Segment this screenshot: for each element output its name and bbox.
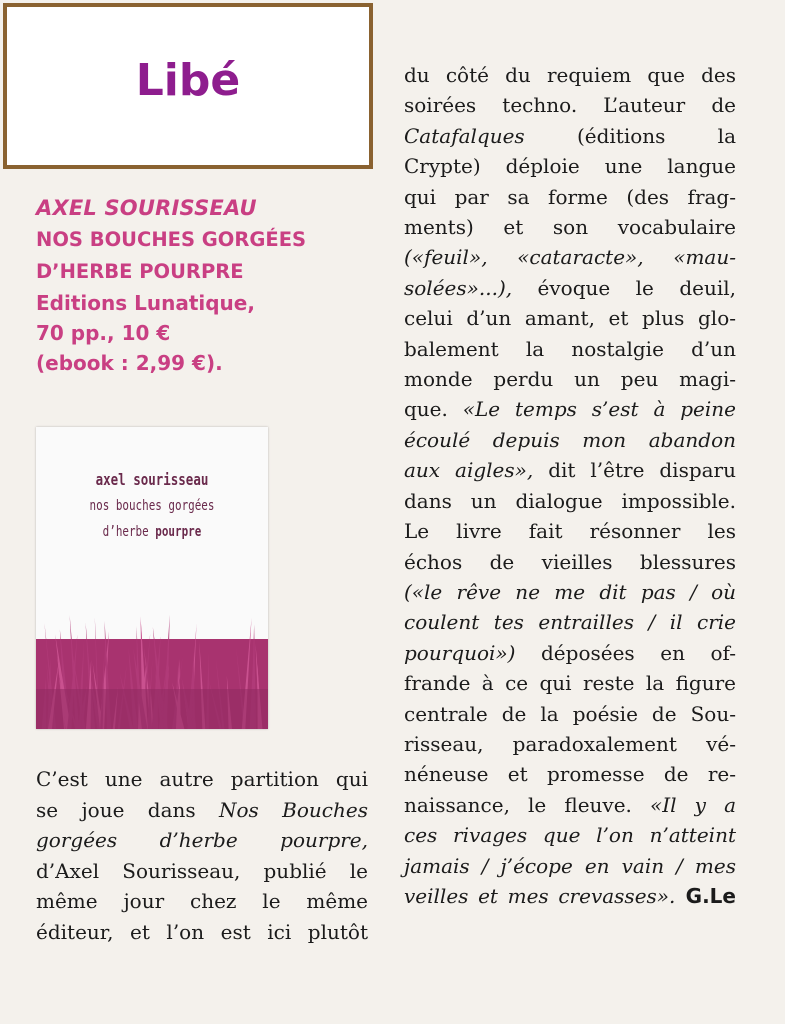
text-line: balement la nostalgie d’un — [404, 336, 736, 361]
text-line — [404, 242, 736, 272]
text-run-italic: Nos Bouches — [219, 797, 368, 822]
book-pages-price: 70 pp., 10 € — [36, 321, 171, 345]
text-run-italic: («feuil», «cataracte», «mau- — [404, 245, 736, 270]
text-run-italic: aux aigles», — [404, 458, 534, 483]
text-line: du côté du requiem que des — [404, 63, 736, 87]
text-line: d’Axel Sourisseau, publié le — [36, 858, 368, 883]
text-line — [404, 425, 736, 455]
text-run-italic: écoulé depuis mon abandon — [404, 427, 736, 452]
text-run: dit l’être disparu — [533, 458, 736, 483]
text-line: dans un dialogue impossible. — [404, 488, 736, 513]
text-run: que. — [404, 397, 463, 422]
text-run-italic: solées»...), — [404, 275, 513, 300]
label-box — [3, 3, 373, 169]
text-run: évoque le deuil, — [512, 275, 736, 300]
book-publisher: Editions Lunatique, — [36, 291, 255, 315]
author-signature: G.Le — [675, 883, 736, 908]
article-column-left — [36, 764, 368, 947]
cover-title-part: d’herbe — [102, 524, 156, 540]
cover-author: axel sourisseau — [95, 470, 209, 489]
label-title: Libé — [135, 55, 241, 106]
book-info — [36, 192, 376, 378]
text-line: Crypte) déploie une langue — [404, 154, 736, 179]
text-line: qui par sa forme (des frag- — [404, 184, 736, 209]
text-line — [404, 121, 736, 151]
text-line: centrale de la poésie de Sou- — [404, 701, 736, 726]
grass-illustration — [36, 579, 268, 729]
text-run: se joue dans — [36, 797, 220, 822]
book-title-line-2: D’HERBE POURPRE — [36, 260, 244, 283]
text-line: soirées techno. L’auteur de — [404, 93, 736, 118]
text-run-italic: («le rêve ne me dit pas / où — [404, 579, 736, 604]
text-line: risseau, paradoxalement vé- — [404, 731, 736, 756]
book-ebook-price: (ebook : 2,99 €). — [36, 351, 223, 375]
book-cover-image — [36, 427, 268, 729]
text-run-italic: pourquoi») — [404, 640, 516, 665]
text-line — [404, 851, 736, 881]
text-line — [404, 820, 736, 850]
text-line: monde perdu un peu magi- — [404, 367, 736, 392]
cover-text — [36, 467, 268, 545]
text-run-italic: Catafalques — [404, 123, 525, 148]
article-column-right — [404, 60, 736, 911]
text-run: (éditions la — [524, 123, 736, 148]
cover-title-bold: pourpre — [155, 524, 202, 540]
text-line: C’est une autre partition qui — [36, 767, 368, 791]
text-line: ments) et son vocabulaire — [404, 215, 736, 240]
cover-title-line-2 — [62, 519, 243, 545]
text-line: échos de vieilles blessures — [404, 549, 736, 574]
text-run-italic: «Le temps s’est à peine — [462, 397, 736, 422]
cover-title-line-1: nos bouches gorgées — [89, 498, 215, 514]
text-line — [404, 638, 736, 668]
text-line — [404, 607, 736, 637]
text-line — [404, 881, 736, 911]
book-author: AXEL SOURISSEAU — [36, 196, 257, 220]
text-line — [404, 394, 736, 424]
text-run-italic: ces rivages que l’on n’atteint — [404, 823, 736, 848]
text-run: naissance, le fleuve. — [404, 792, 651, 817]
text-line: celui d’un amant, et plus glo- — [404, 306, 736, 331]
text-line: néneuse et promesse de re- — [404, 762, 736, 787]
book-title-line-1: NOS BOUCHES GORGÉES — [36, 228, 307, 251]
text-run-italic: gorgées d’herbe pourpre, — [36, 828, 368, 852]
text-line — [404, 455, 736, 485]
text-run-italic: «Il y a — [650, 792, 736, 817]
text-line: même jour chez le même — [36, 889, 368, 913]
text-line: éditeur, et l’on est ici plutôt — [36, 919, 368, 944]
text-line — [36, 825, 368, 856]
text-run: déposées en of- — [515, 640, 736, 665]
text-line — [404, 790, 736, 820]
text-line: Le livre fait résonner les — [404, 519, 736, 544]
text-run-italic: coulent tes entrailles / il crie — [404, 610, 736, 635]
text-line — [36, 795, 368, 826]
text-line: frande à ce qui reste la figure — [404, 671, 736, 696]
text-run-italic: veilles et mes crevasses». — [404, 883, 676, 908]
text-line — [404, 577, 736, 607]
text-run-italic: jamais / j’écope en vain / mes — [404, 853, 736, 878]
text-line — [404, 273, 736, 303]
